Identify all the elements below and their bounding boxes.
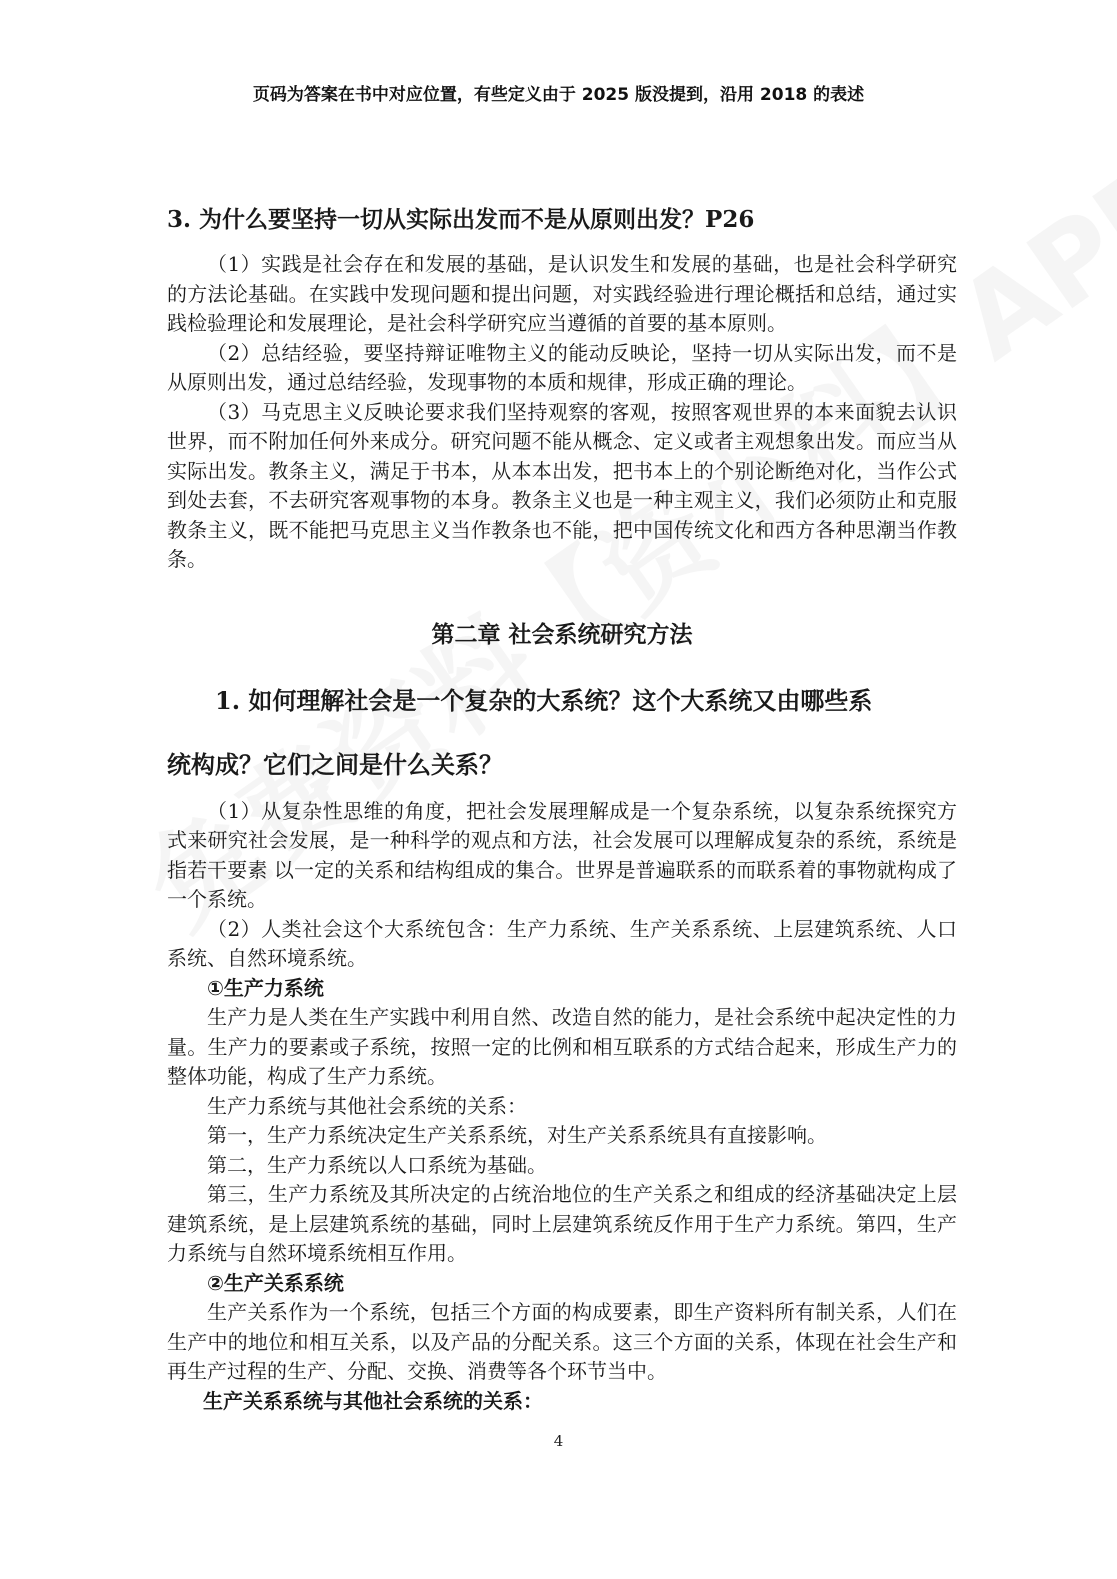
subheading-relations: 生产关系系统与其他社会系统的关系： bbox=[203, 1388, 543, 1413]
section-3-title: 3. 为什么要坚持一切从实际出发而不是从原则出发？P26 bbox=[167, 206, 755, 233]
paragraph: 第一，生产力系统决定生产关系系统，对生产关系系统具有直接影响。 bbox=[207, 1123, 827, 1147]
chapter-title: 第二章 社会系统研究方法 bbox=[431, 621, 693, 648]
question-1-title-line2: 统构成？它们之间是什么关系？ bbox=[167, 749, 503, 779]
paragraph: （3）马克思主义反映论要求我们坚持观察的客观，按照客观世界的本来面貌去认识世界，而不附加任何外来成分。研究问题不能从概念、定义或者主观想象出发。而应当从实际出发。教条主义，满足于书本，从本本出发，把书本上的个别论断绝对化，当作公式到处去套，不去研究客观事物的本身。教条主义也是一种主观主义，我们必须防止和克服教条主义，既不能把马克思主义当作教条也不能，把中国传统文化和西方各种思潮当作教条。 bbox=[167, 399, 957, 571]
question-1-title-line1: 1. 如何理解社会是一个复杂的大系统？这个大系统又由哪些系 bbox=[215, 685, 873, 715]
paragraph: 生产力系统与其他社会系统的关系： bbox=[207, 1093, 527, 1118]
paragraph: （2）人类社会这个大系统包含：生产力系统、生产关系系统、上层建筑系统、人口系统、自然环境系统。 bbox=[167, 916, 957, 970]
paragraph: （1）从复杂性思维的角度，把社会发展理解成是一个复杂系统，以复杂系统探究方式来研究社会发展，是一种科学的观点和方法，社会发展可以理解成复杂的系统，系统是指若干要素 以一定的关系和结构组成的集合。世界是普遍联系的而联系着的事物就构成了一个系统。 bbox=[167, 798, 957, 911]
paragraph: 生产力是人类在生产实践中利用自然、改造自然的能力，是社会系统中起决定性的力量。生产力的要素或子系统，按照一定的比例和相互联系的方式结合起来，形成生产力的整体功能，构成了生产力系统。 bbox=[167, 1005, 957, 1088]
paragraph: （1）实践是社会存在和发展的基础，是认识发生和发展的基础，也是社会科学研究的方法论基础。在实践中发现问题和提出问题，对实践经验进行理论概括和总结，通过实践检验理论和发展理论，是社会科学研究应当遵循的首要的基本原则。 bbox=[167, 252, 957, 335]
paragraph: 生产关系作为一个系统，包括三个方面的构成要素，即生产资料所有制关系，人们在生产中的地位和相互关系，以及产品的分配关系。这三个方面的关系，体现在社会生产和再生产过程的生产、分配、交换、消费等各个环节当中。 bbox=[167, 1300, 957, 1383]
paragraph: 第二，生产力系统以人口系统为基础。 bbox=[207, 1152, 547, 1177]
paragraph: （2）总结经验，要坚持辩证唯物主义的能动反映论，坚持一切从实际出发，而不是从原则出发，通过总结经验，发现事物的本质和规律，形成正确的理论。 bbox=[167, 340, 957, 394]
page-number: 4 bbox=[553, 1432, 564, 1450]
page-header: 页码为答案在书中对应位置，有些定义由于 2025 版没提到，沿用 2018 的表述 bbox=[252, 85, 865, 105]
subheading-productivity-system: ①生产力系统 bbox=[207, 975, 324, 1000]
paragraph: 第三，生产力系统及其所决定的占统治地位的生产关系之和组成的经济基础决定上层建筑系统，是上层建筑系统的基础，同时上层建筑系统反作用于生产力系统。第四，生产力系统与自然环境系统相互作用。 bbox=[167, 1182, 957, 1265]
subheading-production-relations-system: ②生产关系系统 bbox=[207, 1270, 344, 1295]
main-content bbox=[167, 200, 957, 1416]
